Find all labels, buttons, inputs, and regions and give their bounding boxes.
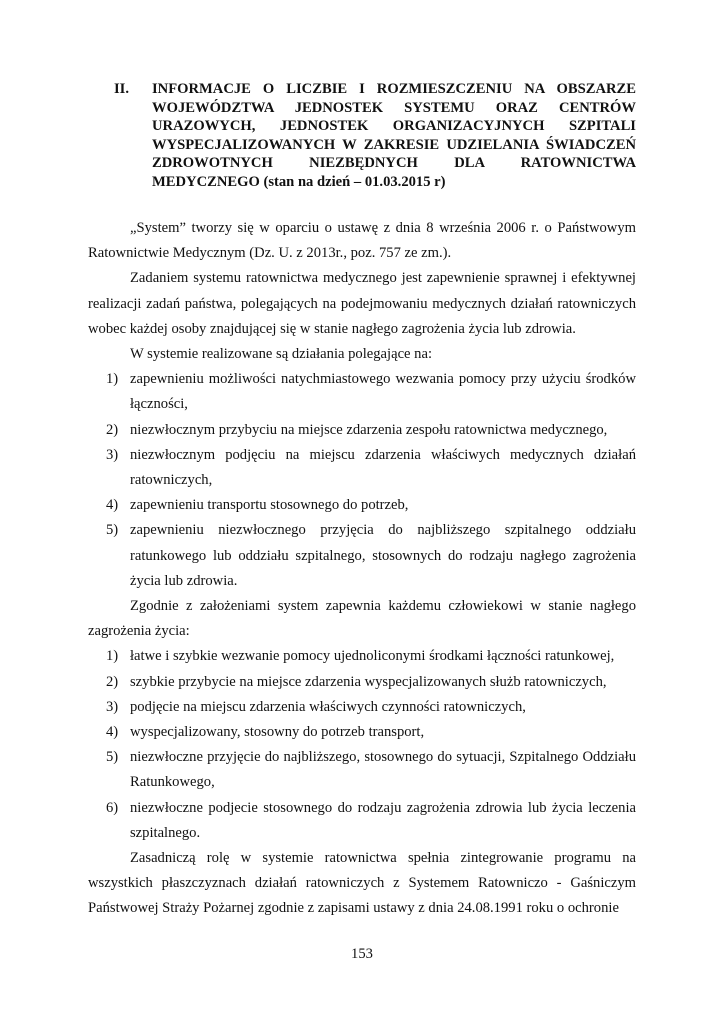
list-item-number: 2) (106, 421, 119, 438)
list-item (88, 644, 636, 669)
list-item (88, 418, 636, 443)
paragraph-system-basis: „System” tworzy się w oparciu o ustawę z dnia 8 września 2006 r. o Państwowym Ratownictwie Medycznym (Dz. U. z 2013r., poz. 757 ze zm.). (88, 220, 636, 262)
list-item-number: 6) (106, 799, 119, 816)
list-item-text: podjęcie na miejscu zdarzenia właściwych czynności ratowniczych, (130, 698, 526, 715)
paragraph-actions-intro: W systemie realizowane są działania polegające na: (130, 346, 433, 363)
list-item (88, 796, 636, 846)
section-heading (114, 80, 636, 191)
list-item-number: 4) (106, 724, 119, 741)
section-title: INFORMACJE O LICZBIE I ROZMIESZCZENIU NA OBSZARZE WOJEWÓDZTWA JEDNOSTEK SYSTEMU ORAZ CENTRÓW URAZOWYCH, JEDNOSTEK ORGANIZACYJNYCH SZPITALI WYSPECJALIZOWANYCH W ZAKRESIE UDZIELANIA ŚWIADCZEŃ ZDROWOTNYCH NIEZBĘDNYCH DLA RATOWNICTWA MEDYCZNEGO (stan na dzień – 01.03.2015 r) (152, 81, 636, 190)
list-item (88, 695, 636, 720)
paragraph-integration: Zasadniczą rolę w systemie ratownictwa spełnia zintegrowanie programu na wszystkich płaszczyznach działań ratowniczych z Systemem Ratowniczo - Gaśniczym Państwowej Straży Pożarnej zgodnie z zapisami ustawy z dnia 24.08.1991 roku o ochronie (88, 850, 636, 917)
list-item-text: niezwłoczne przyjęcie do najbliższego, stosownego do sytuacji, Szpitalnego Oddziału Ratunkowego, (130, 749, 636, 791)
section-number: II. (114, 81, 130, 97)
list-item-number: 1) (106, 371, 119, 388)
list-item-number: 3) (106, 698, 119, 715)
document-body (88, 216, 636, 922)
paragraph-system-goal: Zadaniem systemu ratownictwa medycznego jest zapewnienie sprawnej i efektywnej realizacji zadań państwa, polegających na podejmowaniu medycznych działań ratowniczych wobec każdej osoby znajdującej się w stanie nagłego zagrożenia życia lub zdrowia. (88, 270, 636, 337)
list-item-text: zapewnieniu transportu stosownego do potrzeb, (130, 497, 409, 514)
list-item (88, 443, 636, 493)
list-item-text: szybkie przybycie na miejsce zdarzenia wyspecjalizowanych służb ratowniczych, (130, 673, 607, 690)
paragraph-guarantees-intro: Zgodnie z założeniami system zapewnia każdemu człowiekowi w stanie nagłego zagrożenia życia: (88, 598, 636, 640)
list-item-text: niezwłocznym podjęciu na miejscu zdarzenia właściwych medycznych działań ratowniczych, (130, 446, 636, 489)
list-item-number: 3) (106, 446, 119, 463)
list-item-text: łatwe i szybkie wezwanie pomocy ujednoliconymi środkami łączności ratunkowej, (130, 648, 615, 665)
list-item (88, 518, 636, 594)
list-item (88, 670, 636, 695)
list-item-number: 5) (106, 522, 119, 539)
list-item-text: niezwłocznym przybyciu na miejsce zdarzenia zespołu ratownictwa medycznego, (130, 421, 608, 438)
list-item (88, 720, 636, 745)
list-item-text: zapewnieniu niezwłocznego przyjęcia do najbliższego szpitalnego oddziału ratunkowego lub oddziału szpitalnego, stosownych do rodzaju nagłego zagrożenia życia lub zdrowia. (130, 522, 636, 589)
list-item-text: wyspecjalizowany, stosowny do potrzeb transport, (130, 724, 425, 741)
list-item (88, 367, 636, 417)
list-item-number: 4) (106, 497, 119, 514)
page-number: 153 (351, 946, 373, 962)
list-item-number: 1) (106, 648, 119, 665)
list-item (88, 745, 636, 795)
list-item-text: niezwłoczne podjecie stosownego do rodzaju zagrożenia zdrowia lub życia leczenia szpitalnego. (130, 799, 636, 841)
actions-list (88, 367, 636, 594)
list-item-number: 5) (106, 749, 119, 766)
list-item-number: 2) (106, 673, 119, 690)
list-item-text: zapewnieniu możliwości natychmiastowego wezwania pomocy przy użyciu środków łączności, (130, 371, 636, 413)
list-item (88, 493, 636, 518)
guarantees-list (88, 644, 636, 846)
